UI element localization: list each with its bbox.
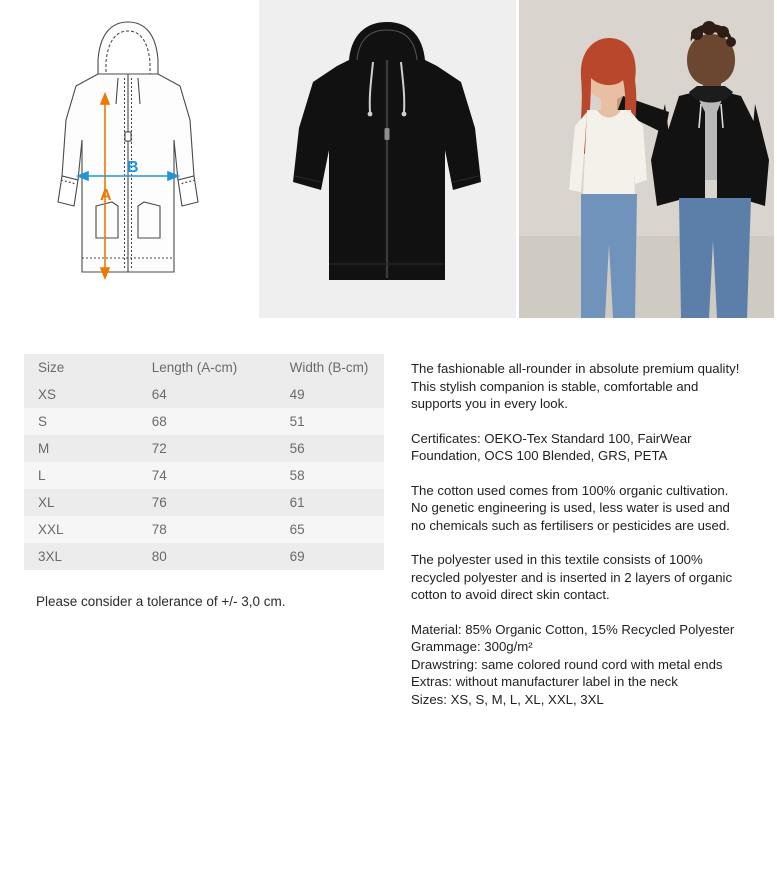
table-row xyxy=(24,381,384,408)
cell-width: 65 xyxy=(289,522,305,537)
product-description xyxy=(411,360,741,708)
table-row xyxy=(24,462,384,489)
measure-label-b: B xyxy=(127,159,139,176)
table-row xyxy=(24,489,384,516)
cell-length: 64 xyxy=(151,387,167,402)
cell-size: L xyxy=(38,468,46,483)
cell-width: 58 xyxy=(289,468,305,483)
cell-size: S xyxy=(38,414,48,429)
description-polyester: The polyester used in this textile consists of 100% recycled polyester and is inserted in 2 layers of organic cotton to avoid direct skin contact. xyxy=(411,552,733,602)
spec-grammage: Grammage: 300g/m² xyxy=(411,639,533,654)
tolerance-note: Please consider a tolerance of +/- 3,0 cm. xyxy=(36,594,286,609)
product-details-section xyxy=(0,318,777,873)
cell-width: 49 xyxy=(289,387,305,402)
product-photo-panel xyxy=(259,0,516,318)
spec-material: Material: 85% Organic Cotton, 15% Recycled Polyester xyxy=(411,621,735,637)
models-wearing-hoodie-image xyxy=(519,0,774,318)
column-header-length: Length (A-cm) xyxy=(138,354,276,381)
column-header-size: Size xyxy=(24,354,138,381)
cell-size: M xyxy=(38,441,50,456)
table-row xyxy=(24,435,384,462)
description-certificates: Certificates: OEKO-Tex Standard 100, FairWear Foundation, OCS 100 Blended, GRS, PETA xyxy=(411,430,692,463)
cell-length: 78 xyxy=(151,522,167,537)
spec-extras: Extras: without manufacturer label in the neck xyxy=(411,674,678,689)
technical-drawing-icon xyxy=(0,0,256,318)
size-chart-table xyxy=(24,354,384,570)
table-header-row xyxy=(24,354,384,381)
cell-size: XL xyxy=(38,495,55,510)
cell-width: 56 xyxy=(289,441,305,456)
technical-drawing-panel xyxy=(0,0,256,318)
cell-size: XS xyxy=(38,387,57,402)
spec-drawstring: Drawstring: same colored round cord with metal ends xyxy=(411,656,723,672)
cell-width: 61 xyxy=(289,495,305,510)
spec-sizes: Sizes: XS, S, M, L, XL, XXL, 3XL xyxy=(411,691,604,707)
cell-length: 80 xyxy=(151,549,167,564)
product-image-strip xyxy=(0,0,777,318)
column-header-width: Width (B-cm) xyxy=(276,354,384,381)
measure-label-a: A xyxy=(100,187,112,204)
cell-width: 69 xyxy=(289,549,305,564)
cell-size: 3XL xyxy=(38,549,63,564)
table-row xyxy=(24,543,384,570)
cell-length: 68 xyxy=(151,414,167,429)
cell-length: 76 xyxy=(151,495,167,510)
size-chart-body xyxy=(24,381,384,570)
cell-size: XXL xyxy=(38,522,64,537)
lifestyle-photo-panel xyxy=(519,0,774,318)
table-row xyxy=(24,516,384,543)
cell-length: 72 xyxy=(151,441,167,456)
cell-length: 74 xyxy=(151,468,167,483)
size-chart-head xyxy=(24,354,384,381)
cell-width: 51 xyxy=(289,414,305,429)
table-row xyxy=(24,408,384,435)
description-intro: The fashionable all-rounder in absolute premium quality! This stylish companion is stable, comfortable and supports you in every look. xyxy=(411,361,740,411)
black-zip-hoodie-image xyxy=(259,0,516,318)
description-specs xyxy=(411,621,741,709)
description-cotton: The cotton used comes from 100% organic cultivation. No genetic engineering is used, less water is used and no chemicals such as fertilisers or pesticides are used. xyxy=(411,482,730,533)
